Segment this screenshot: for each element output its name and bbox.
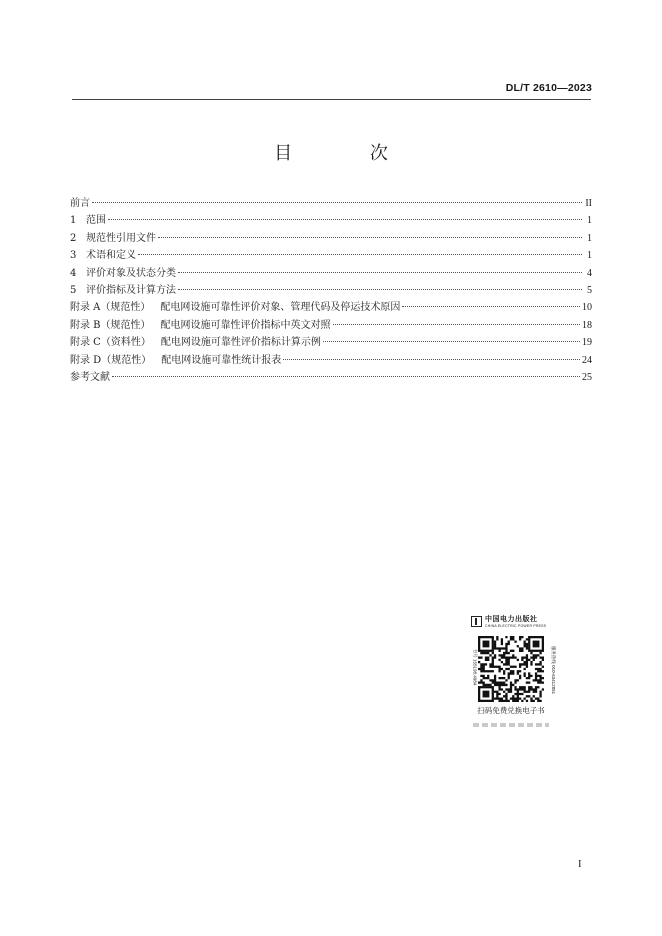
toc-entry[interactable] [70, 299, 592, 316]
toc-number: 4 [70, 267, 77, 279]
isbn-text: 书号 155198.4984 [472, 648, 478, 686]
toc-title: 配电网设施可靠性评价对象、管理代码及停运技术原因 [160, 302, 401, 314]
page-title: 目 次 [274, 143, 424, 164]
toc-entry[interactable] [70, 369, 592, 386]
toc-leader-dots [92, 202, 582, 203]
publisher-name: 中国电力出版社 [485, 614, 538, 623]
toc-leader-dots [112, 376, 580, 377]
toc-entry[interactable] [70, 247, 592, 264]
toc-leader-dots [402, 306, 580, 307]
page-number: I [578, 859, 582, 870]
toc-entry[interactable] [70, 195, 592, 212]
toc-annex-label: 附录 C（资料性） [70, 337, 151, 349]
toc-leader-dots [158, 237, 582, 238]
publisher-logo-row [471, 614, 553, 632]
toc-number: 1 [70, 215, 77, 227]
toc-entry[interactable] [70, 317, 592, 334]
publisher-name-en: CHINA ELECTRIC POWER PRESS [485, 624, 547, 628]
toc-page-number: 19 [582, 337, 592, 349]
standard-number: DL/T 2610—2023 [505, 82, 592, 94]
toc-title: 评价指标及计算方法 [86, 284, 176, 296]
toc-number: 5 [70, 284, 77, 296]
toc-leader-dots [283, 359, 580, 360]
toc-title: 配电网设施可靠性统计报表 [161, 354, 282, 366]
toc-leader-dots [138, 254, 582, 255]
toc-number: 2 [70, 232, 77, 244]
toc-entry[interactable] [70, 282, 592, 299]
toc-number: 3 [70, 250, 77, 262]
toc-annex-label: 附录 B（规范性） [70, 319, 151, 331]
scan-instruction: 扫码免费兑换电子书 [477, 706, 545, 715]
scratch-code-strip [473, 723, 549, 727]
toc-entry[interactable] [70, 212, 592, 229]
header-rule [72, 99, 591, 100]
toc-title: 范围 [86, 215, 106, 227]
toc-title: 规范性引用文件 [86, 232, 156, 244]
toc-title: 参考文献 [70, 371, 110, 383]
toc-leader-dots [108, 219, 582, 220]
toc-entry[interactable] [70, 352, 592, 369]
toc-page-number: 10 [582, 302, 592, 314]
toc-title: 前言 [70, 198, 90, 209]
toc-annex-label: 附录 D（规范性） [70, 354, 152, 366]
toc-annex-label: 附录 A（规范性） [70, 302, 151, 314]
toc-entry[interactable] [70, 230, 592, 247]
toc-title: 配电网设施可靠性评价指标中英文对照 [160, 319, 331, 331]
table-of-contents [70, 195, 592, 386]
hotline-text: 服务热线 010-63412851 [551, 645, 557, 695]
qr-sticker [467, 612, 555, 734]
toc-page-number: 1 [587, 232, 592, 244]
toc-title: 配电网设施可靠性评价指标计算示例 [160, 337, 321, 349]
toc-leader-dots [178, 289, 582, 290]
toc-leader-dots [333, 324, 580, 325]
publisher-logo-icon [471, 616, 482, 627]
toc-page-number: 25 [582, 371, 592, 383]
toc-page-number: 5 [587, 284, 592, 296]
qr-code-icon[interactable] [478, 636, 544, 702]
toc-entry[interactable] [70, 334, 592, 351]
toc-title: 评价对象及状态分类 [86, 267, 176, 279]
toc-page-number: 24 [582, 354, 592, 366]
toc-entry[interactable] [70, 265, 592, 282]
toc-page-number: 4 [587, 267, 592, 279]
toc-page-number: II [585, 198, 592, 209]
toc-leader-dots [323, 341, 580, 342]
toc-title: 术语和定义 [86, 250, 136, 262]
toc-page-number: 18 [582, 319, 592, 331]
toc-leader-dots [178, 272, 582, 273]
toc-page-number: 1 [587, 215, 592, 227]
toc-page-number: 1 [587, 250, 592, 262]
